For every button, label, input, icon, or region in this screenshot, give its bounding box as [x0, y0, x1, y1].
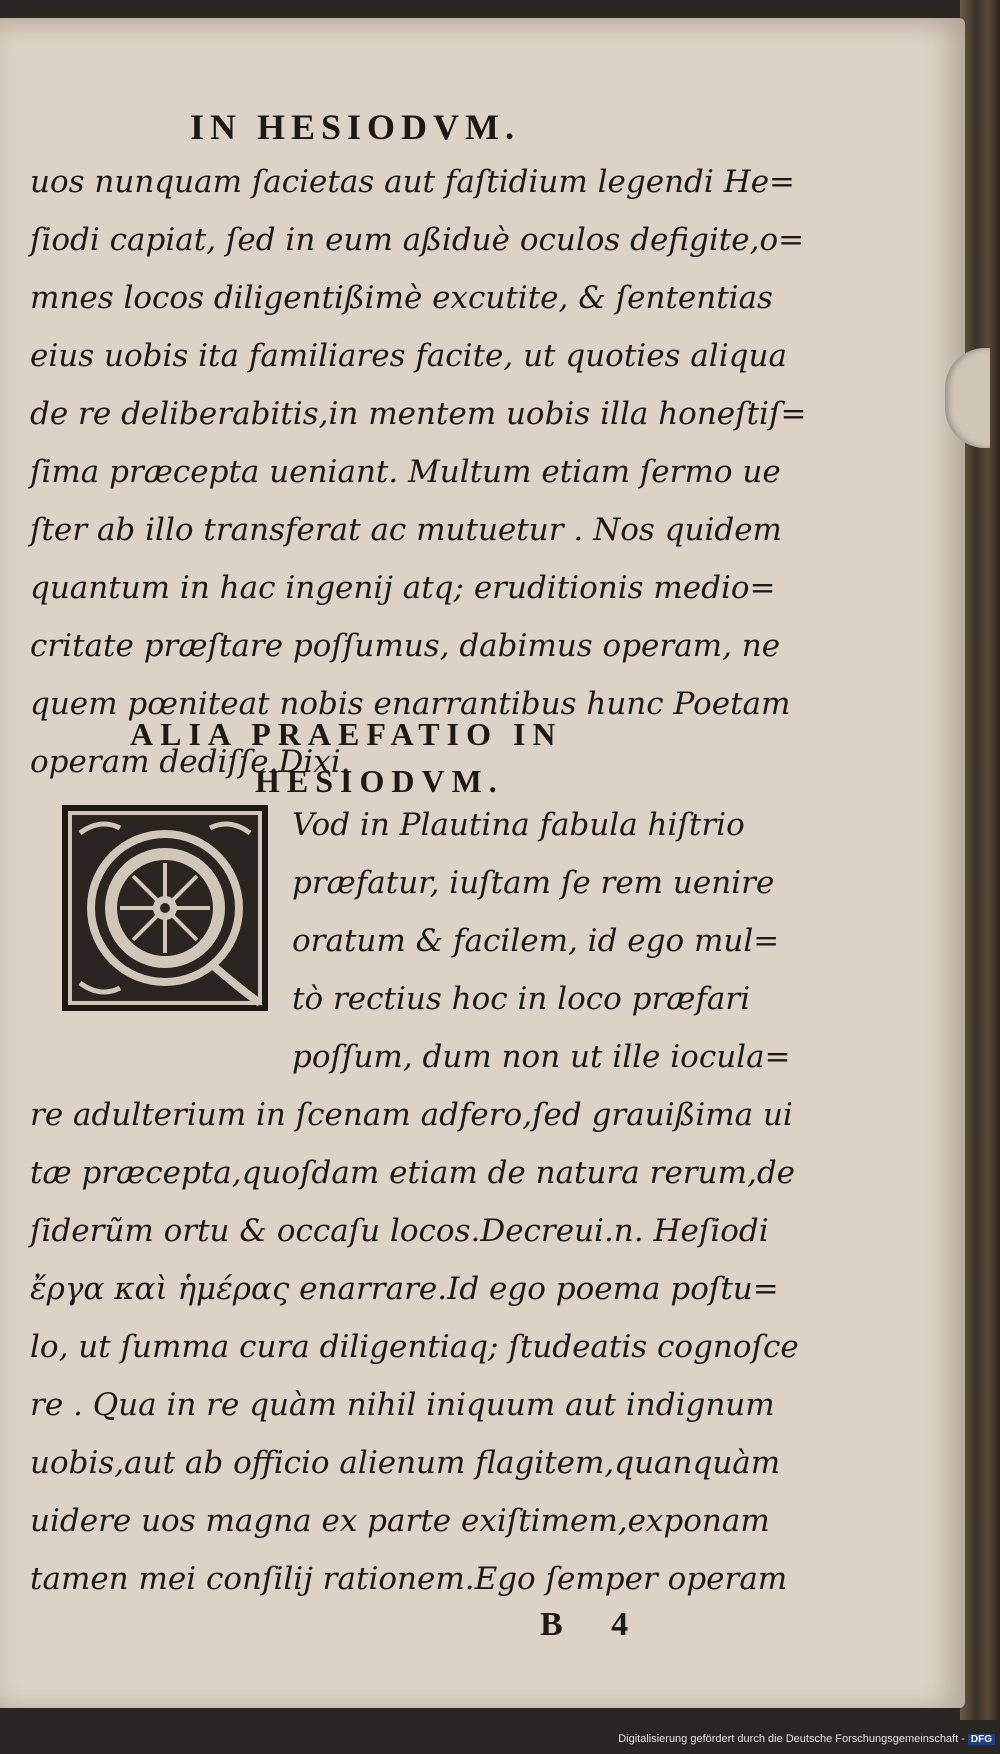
text-line: uos nunquam ſacietas aut faſtidium legendi He=	[30, 164, 796, 200]
text-line: re adulterium in ſcenam adfero,ſed grauißima ui	[30, 1097, 793, 1133]
page-tab	[945, 348, 990, 448]
text-line: ſiodi capiat, ſed in eum aßiduè oculos defigite,o=	[30, 222, 805, 258]
text-line: de re deliberabitis,in mentem uobis illa honeſtiſ=	[30, 396, 807, 432]
text-line: præfatur, iuſtam ſe rem uenire	[292, 865, 775, 901]
text-line: quem pœniteat nobis enarrantibus hunc Poetam	[30, 686, 791, 722]
signature-mark: B 4	[540, 1606, 649, 1643]
text-line: oratum & facilem, id ego mul=	[292, 923, 780, 959]
text-line: mnes locos diligentißimè excutite, & ſententias	[30, 280, 773, 316]
text-line: Vod in Plautina fabula hiſtrio	[292, 807, 745, 843]
book-page	[0, 18, 965, 1708]
text-line: re . Qua in re quàm nihil iniquum aut indignum	[30, 1387, 775, 1423]
text-line: uobis,aut ab officio alienum flagitem,quanquàm	[30, 1445, 781, 1481]
text-line: ſiderũm ortu & occaſu locos.Decreui.n. Heſiodi	[30, 1213, 769, 1249]
decorated-initial-q-icon	[60, 803, 270, 1013]
text-line: tò rectius hoc in loco præfari	[292, 981, 751, 1017]
dfg-logo-icon: DFG	[968, 1734, 995, 1745]
text-line: ἔργα καὶ ἡμέρας enarrare.Id ego poema poſtu=	[30, 1271, 779, 1307]
book-edge	[960, 0, 1000, 1720]
text-line: ſter ab illo transferat ac mutuetur . Nos quidem	[30, 512, 782, 548]
text-line: uidere uos magna ex parte exiſtimem,exponam	[30, 1503, 770, 1539]
running-title: IN HESIODVM.	[190, 107, 521, 147]
text-line: operam dediſſe.Dixi.	[30, 744, 351, 780]
text-line: tamen mei conſilij rationem.Ego ſemper operam	[30, 1561, 788, 1597]
text-line: critate præſtare poſſumus, dabimus operam, ne	[30, 628, 781, 664]
digitization-credit	[600, 1733, 995, 1751]
credit-text: Digitalisierung gefördert durch die Deutsche Forschungsgemeinschaft -	[618, 1733, 965, 1745]
text-line: ſima præcepta ueniant. Multum etiam ſermo ue	[30, 454, 781, 490]
text-line: lo, ut ſumma cura diligentiaq; ſtudeatis cognoſce	[30, 1329, 799, 1365]
section-heading: ALIA PRAEFATIO IN	[130, 716, 563, 752]
text-line: quantum in hac ingenij atq; eruditionis medio=	[30, 570, 776, 606]
text-line: tæ præcepta,quoſdam etiam de natura rerum,de	[30, 1155, 796, 1191]
text-line: eius uobis ita familiares facite, ut quoties aliqua	[30, 338, 787, 374]
section-heading-continued: HESIODVM.	[255, 763, 504, 799]
text-line: poſſum, dum non ut ille iocula=	[292, 1039, 791, 1075]
